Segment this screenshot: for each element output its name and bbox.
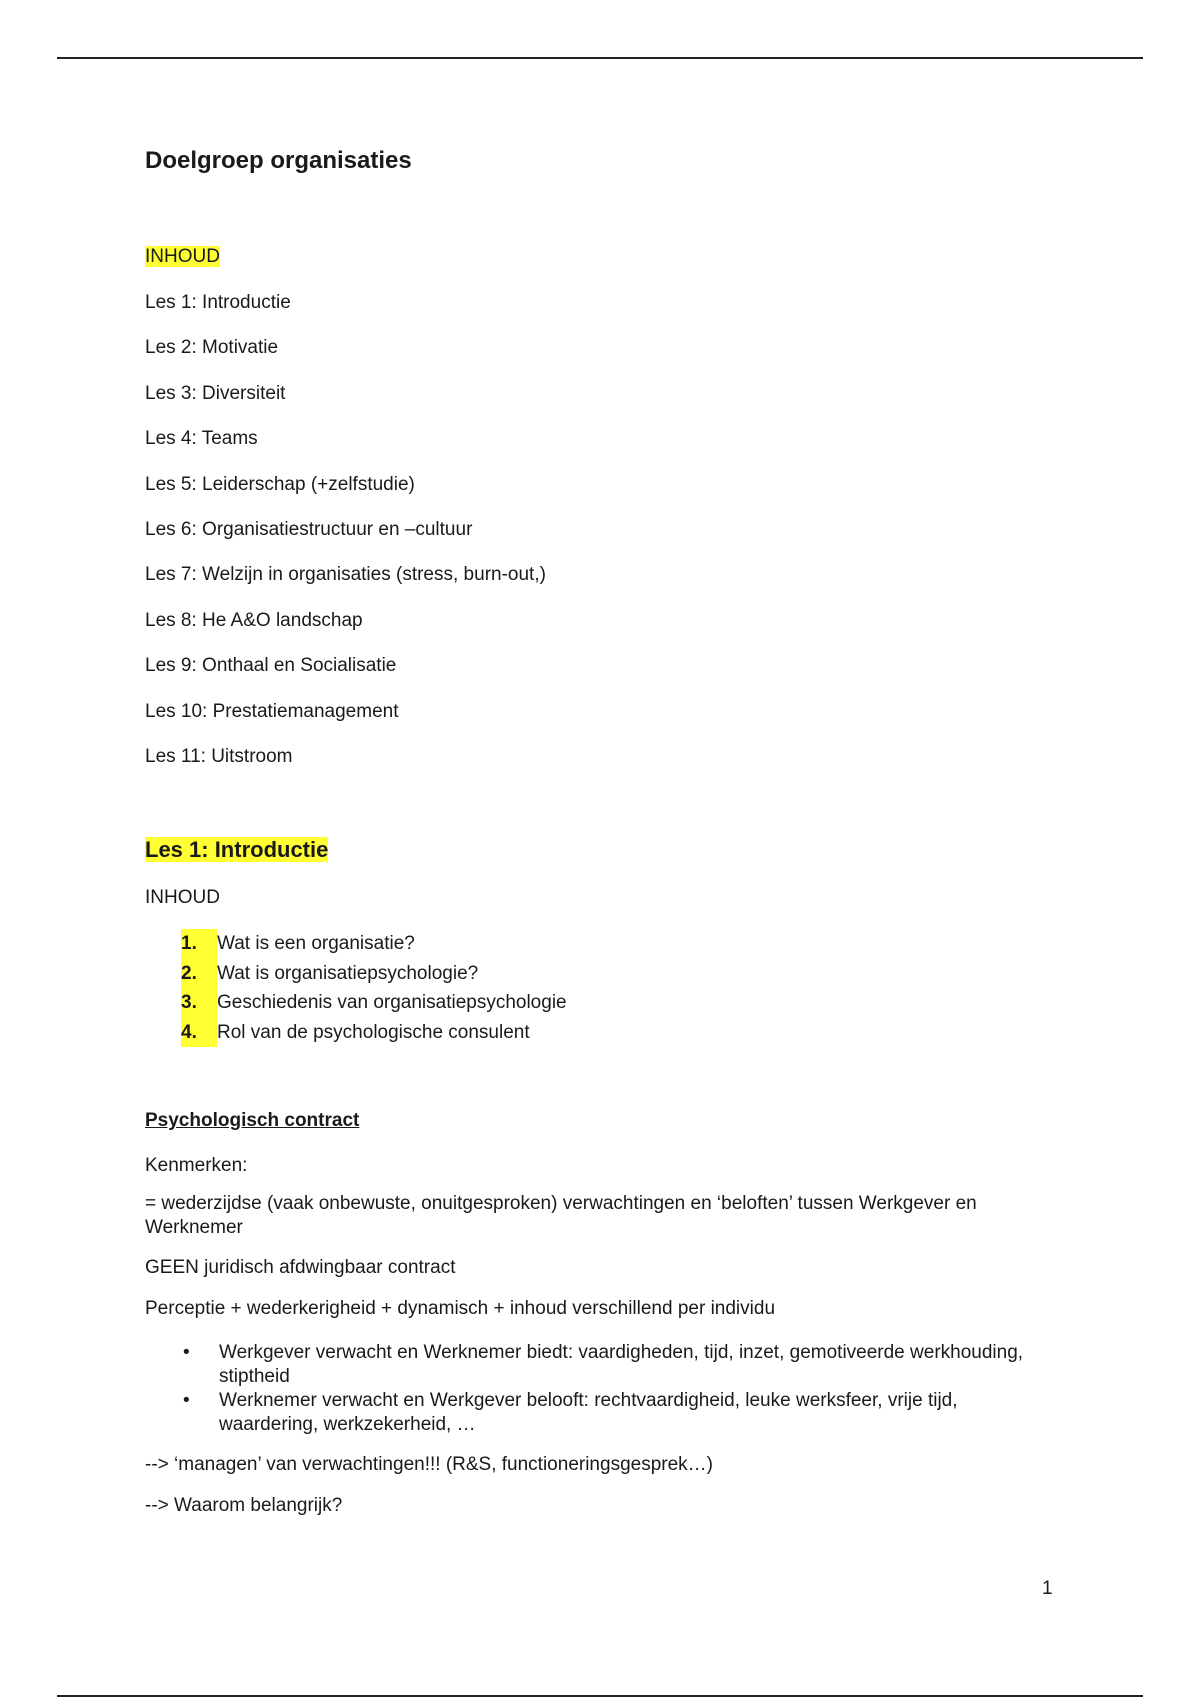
toc-item: Les 8: He A&O landschap bbox=[145, 609, 363, 631]
toc-item: Les 10: Prestatiemanagement bbox=[145, 700, 399, 722]
list-item-text: Wat is organisatiepsychologie? bbox=[217, 962, 479, 984]
list-item-number: 3. bbox=[181, 988, 217, 1018]
bullet-text: Werknemer verwacht en Werkgever belooft: rechtvaardigheid, leuke werksfeer, vrije tijd, waardering, werkzekerheid, … bbox=[219, 1390, 958, 1435]
waarom-paragraph: --> Waarom belangrijk? bbox=[145, 1495, 343, 1516]
toc-item: Les 2: Motivatie bbox=[145, 337, 279, 359]
table-of-contents bbox=[145, 291, 546, 790]
footer-rule bbox=[57, 1695, 1143, 1697]
header-rule bbox=[57, 57, 1143, 59]
list-item-text: Rol van de psychologische consulent bbox=[217, 1021, 530, 1043]
toc-label: INHOUD bbox=[145, 246, 220, 267]
geen-paragraph: GEEN juridisch afdwingbaar contract bbox=[145, 1257, 456, 1278]
bullet-item bbox=[181, 1389, 1061, 1437]
toc-item: Les 7: Welzijn in organisaties (stress, burn-out,) bbox=[145, 564, 546, 586]
bullet-list bbox=[181, 1341, 1061, 1437]
list-item bbox=[181, 988, 567, 1018]
list-item bbox=[181, 1018, 567, 1048]
toc-item: Les 9: Onthaal en Socialisatie bbox=[145, 655, 397, 677]
list-item-text: Wat is een organisatie? bbox=[217, 933, 415, 954]
managen-paragraph: --> ‘managen’ van verwachtingen!!! (R&S, functioneringsgesprek…) bbox=[145, 1454, 713, 1475]
toc-item: Les 4: Teams bbox=[145, 428, 258, 450]
bullet-icon: • bbox=[183, 1390, 190, 1411]
list-item bbox=[181, 959, 567, 989]
kenmerken-label: Kenmerken: bbox=[145, 1155, 248, 1176]
bullet-icon: • bbox=[183, 1342, 190, 1363]
toc-item: Les 5: Leiderschap (+zelfstudie) bbox=[145, 473, 415, 495]
toc-item: Les 11: Uitstroom bbox=[145, 745, 293, 767]
subsection-title: Psychologisch contract bbox=[145, 1110, 360, 1131]
section-title: Les 1: Introductie bbox=[145, 837, 329, 862]
toc-item: Les 1: Introductie bbox=[145, 292, 291, 313]
toc-item: Les 3: Diversiteit bbox=[145, 382, 286, 404]
section-numbered-list bbox=[181, 929, 567, 1047]
document-title: Doelgroep organisaties bbox=[145, 147, 412, 174]
list-item-text: Geschiedenis van organisatiepsychologie bbox=[217, 992, 567, 1013]
toc-item: Les 6: Organisatiestructuur en –cultuur bbox=[145, 518, 473, 540]
bullet-item bbox=[181, 1341, 1061, 1389]
perceptie-paragraph: Perceptie + wederkerigheid + dynamisch + inhoud verschillend per individu bbox=[145, 1298, 776, 1319]
section-inhoud-label: INHOUD bbox=[145, 887, 220, 908]
list-item-number: 2. bbox=[181, 959, 217, 989]
bullet-text: Werkgever verwacht en Werknemer biedt: vaardigheden, tijd, inzet, gemotiveerde werkhouding, stiptheid bbox=[219, 1342, 1024, 1387]
list-item bbox=[181, 929, 567, 959]
list-item-number: 1. bbox=[181, 929, 217, 959]
page-number: 1 bbox=[1042, 1578, 1053, 1599]
definition-paragraph: = wederzijdse (vaak onbewuste, onuitgesproken) verwachtingen en ‘beloften’ tussen Werkgever en Werknemer bbox=[145, 1193, 977, 1238]
list-item-number: 4. bbox=[181, 1018, 217, 1048]
